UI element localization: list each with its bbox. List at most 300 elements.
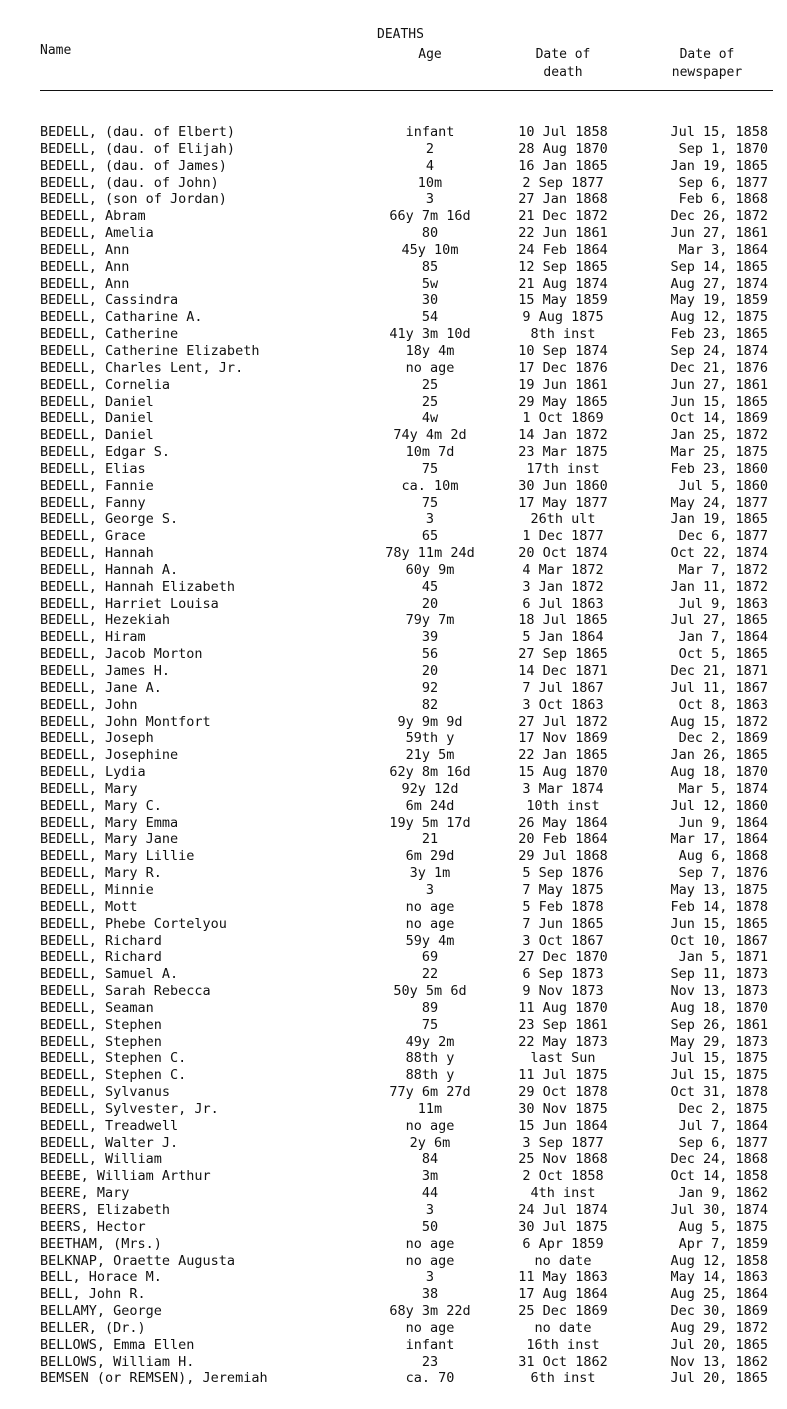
table-row — [0, 1219, 787, 1236]
age-cell: no age — [405, 915, 455, 932]
age-cell: 25 — [421, 393, 439, 410]
age-cell: 54 — [421, 309, 439, 326]
newspaper-date-cell: Feb 14, 1878 — [670, 898, 768, 915]
table-row — [0, 478, 787, 495]
death-date-cell: 6 Sep 1873 — [522, 966, 604, 983]
name-cell: BELL, Horace M. — [40, 1269, 162, 1286]
age-cell: 75 — [421, 494, 439, 511]
newspaper-date-cell: Jan 11, 1872 — [670, 578, 768, 595]
age-cell: 84 — [421, 1151, 439, 1168]
death-date-cell: 3 Oct 1863 — [522, 696, 604, 713]
name-cell: BEEBE, William Arthur — [40, 1168, 211, 1185]
table-row — [0, 899, 787, 916]
age-cell: 89 — [421, 999, 439, 1016]
name-cell: BEDELL, Catherine Elizabeth — [40, 342, 260, 359]
table-row — [0, 545, 787, 562]
newspaper-date-cell: May 24, 1877 — [670, 494, 768, 511]
age-cell: 3m — [421, 1168, 439, 1185]
age-cell: 38 — [421, 1286, 439, 1303]
newspaper-date-cell: Dec 6, 1877 — [678, 528, 768, 545]
death-date-cell: 10th inst — [526, 797, 600, 814]
table-row — [0, 511, 787, 528]
name-cell: BEDELL, Amelia — [40, 225, 154, 242]
age-cell: 3y 1m — [409, 865, 451, 882]
name-cell: BELLAMY, George — [40, 1303, 162, 1320]
death-date-cell: 22 Jun 1861 — [518, 225, 608, 242]
name-cell: BEDELL, Fanny — [40, 494, 146, 511]
table-row — [0, 1151, 787, 1168]
newspaper-date-cell: Sep 26, 1861 — [670, 1016, 768, 1033]
age-cell: 10m 7d — [405, 444, 455, 461]
newspaper-date-cell: Jan 7, 1864 — [678, 629, 768, 646]
newspaper-date-cell: Jul 15, 1875 — [670, 1067, 768, 1084]
name-cell: BEDELL, Mary R. — [40, 865, 162, 882]
name-cell: BEDELL, John — [40, 696, 138, 713]
name-cell: BELLER, (Dr.) — [40, 1319, 146, 1336]
newspaper-date-cell: Sep 6, 1877 — [678, 174, 768, 191]
name-cell: BEDELL, (dau. of Elbert) — [40, 124, 236, 140]
newspaper-date-cell: Jun 15, 1865 — [670, 915, 768, 932]
death-date-cell: 17 Aug 1864 — [518, 1286, 608, 1303]
age-cell: 21 — [421, 831, 439, 848]
newspaper-date-cell: Nov 13, 1873 — [670, 983, 768, 1000]
table-row — [0, 208, 787, 225]
death-date-cell: 21 Dec 1872 — [518, 208, 608, 225]
newspaper-date-cell: Jul 12, 1860 — [670, 797, 768, 814]
newspaper-date-cell: Mar 3, 1864 — [678, 241, 768, 258]
name-cell: BEDELL, Stephen C. — [40, 1067, 187, 1084]
death-date-cell: 30 Jul 1875 — [518, 1218, 608, 1235]
death-date-cell: 6 Jul 1863 — [522, 595, 604, 612]
newspaper-date-cell: Sep 11, 1873 — [670, 966, 768, 983]
name-cell: BEDELL, Grace — [40, 528, 146, 545]
newspaper-date-cell: Jul 20, 1865 — [670, 1336, 768, 1353]
newspaper-date-cell: Jul 15, 1858 — [670, 124, 768, 140]
name-cell: BEDELL, Phebe Cortelyou — [40, 915, 227, 932]
age-cell: 3 — [425, 1269, 435, 1286]
death-date-cell: 1 Oct 1869 — [522, 410, 604, 427]
name-cell: BEDELL, Catherine — [40, 326, 179, 343]
deaths-table — [0, 124, 787, 1387]
death-date-cell: 31 Oct 1862 — [518, 1353, 608, 1370]
table-row — [0, 1034, 787, 1051]
age-cell: 75 — [421, 460, 439, 477]
newspaper-date-cell: Aug 12, 1858 — [670, 1252, 768, 1269]
name-cell: BEDELL, Charles Lent, Jr. — [40, 359, 244, 376]
age-cell: 68y 3m 22d — [389, 1303, 471, 1320]
age-cell: 6m 29d — [405, 848, 455, 865]
header-rule — [40, 90, 773, 91]
age-cell: 74y 4m 2d — [393, 427, 467, 444]
age-cell: infant — [405, 124, 455, 140]
name-cell: BEMSEN (or REMSEN), Jeremiah — [40, 1370, 268, 1387]
death-date-cell: 4th inst — [530, 1185, 596, 1202]
table-row — [0, 1236, 787, 1253]
table-row — [0, 343, 787, 360]
newspaper-date-cell: Jan 19, 1865 — [670, 511, 768, 528]
death-date-cell: 26th ult — [530, 511, 596, 528]
name-cell: BEDELL, Jacob Morton — [40, 646, 203, 663]
age-cell: no age — [405, 898, 455, 915]
table-row — [0, 141, 787, 158]
name-cell: BEDELL, Minnie — [40, 881, 154, 898]
table-row — [0, 1067, 787, 1084]
age-cell: ca. 70 — [405, 1370, 455, 1387]
table-row — [0, 966, 787, 983]
table-row — [0, 1101, 787, 1118]
newspaper-date-cell: Aug 27, 1874 — [670, 275, 768, 292]
name-cell: BEDELL, Stephen — [40, 1016, 162, 1033]
newspaper-date-cell: May 19, 1859 — [670, 292, 768, 309]
death-date-cell: 10 Sep 1874 — [518, 342, 608, 359]
name-cell: BEDELL, Walter J. — [40, 1134, 179, 1151]
name-cell: BEDELL, James H. — [40, 663, 171, 679]
name-cell: BEDELL, Hannah Elizabeth — [40, 578, 236, 595]
name-cell: BELL, John R. — [40, 1286, 146, 1303]
newspaper-date-cell: Nov 13, 1862 — [670, 1353, 768, 1370]
table-row — [0, 781, 787, 798]
name-cell: BEERS, Elizabeth — [40, 1202, 171, 1218]
name-cell: BELKNAP, Oraette Augusta — [40, 1252, 236, 1269]
age-cell: 49y 2m — [405, 1033, 455, 1050]
newspaper-date-cell: Jul 7, 1864 — [678, 1117, 768, 1134]
death-date-cell: 20 Feb 1864 — [518, 831, 608, 848]
table-row — [0, 798, 787, 815]
newspaper-date-cell: Jun 27, 1861 — [670, 376, 768, 393]
table-row — [0, 831, 787, 848]
name-cell: BEDELL, Stephen — [40, 1033, 162, 1050]
table-row — [0, 882, 787, 899]
age-cell: 45 — [421, 578, 439, 595]
newspaper-date-cell: Feb 23, 1865 — [670, 326, 768, 343]
newspaper-date-cell: Jan 25, 1872 — [670, 427, 768, 444]
age-cell: 3 — [425, 881, 435, 898]
name-cell: BEDELL, Sylvanus — [40, 1084, 171, 1101]
newspaper-date-cell: Dec 30, 1869 — [670, 1303, 768, 1320]
table-row — [0, 175, 787, 192]
death-date-cell: 27 Jan 1868 — [518, 191, 608, 208]
table-row — [0, 562, 787, 579]
age-cell: no age — [405, 359, 455, 376]
newspaper-date-cell: Aug 18, 1870 — [670, 999, 768, 1016]
death-date-cell: last Sun — [530, 1050, 596, 1067]
death-date-cell: 22 Jan 1865 — [518, 747, 608, 764]
table-row — [0, 1320, 787, 1337]
name-cell: BEDELL, Elias — [40, 460, 146, 477]
age-cell: 78y 11m 24d — [385, 545, 475, 562]
table-row — [0, 377, 787, 394]
death-date-cell: 6th inst — [530, 1370, 596, 1387]
age-cell: 80 — [421, 225, 439, 242]
name-cell: BEDELL, Harriet Louisa — [40, 595, 219, 612]
age-cell: 3 — [425, 511, 435, 528]
death-date-cell: 1 Dec 1877 — [522, 528, 604, 545]
name-cell: BEDELL, Hannah — [40, 545, 154, 562]
newspaper-date-cell: Dec 2, 1875 — [678, 1100, 768, 1117]
newspaper-date-cell: Oct 10, 1867 — [670, 932, 768, 949]
newspaper-date-cell: Dec 26, 1872 — [670, 208, 768, 225]
age-cell: 65 — [421, 528, 439, 545]
name-cell: BEDELL, Ann — [40, 275, 130, 292]
name-cell: BEDELL, Daniel — [40, 427, 154, 444]
table-row — [0, 1337, 787, 1354]
death-date-cell: 11 Jul 1875 — [518, 1067, 608, 1084]
date-of-newspaper-header-line2: newspaper — [671, 65, 743, 80]
table-row — [0, 1286, 787, 1303]
name-cell: BEDELL, Daniel — [40, 393, 154, 410]
table-row — [0, 848, 787, 865]
name-cell: BEDELL, (son of Jordan) — [40, 191, 227, 208]
table-row — [0, 259, 787, 276]
newspaper-date-cell: Aug 12, 1875 — [670, 309, 768, 326]
table-row — [0, 1084, 787, 1101]
table-row — [0, 309, 787, 326]
table-row — [0, 1000, 787, 1017]
newspaper-date-cell: Jan 26, 1865 — [670, 747, 768, 764]
name-cell: BEDELL, Mary C. — [40, 797, 162, 814]
table-row — [0, 646, 787, 663]
table-row — [0, 427, 787, 444]
newspaper-date-cell: Dec 24, 1868 — [670, 1151, 768, 1168]
table-row — [0, 276, 787, 293]
table-row — [0, 495, 787, 512]
age-cell: 3 — [425, 191, 435, 208]
table-row — [0, 191, 787, 208]
age-cell: 21y 5m — [405, 747, 455, 764]
age-cell: 59y 4m — [405, 932, 455, 949]
newspaper-date-cell: Oct 5, 1865 — [678, 646, 768, 663]
death-date-cell: 7 May 1875 — [522, 881, 604, 898]
newspaper-date-cell: Aug 18, 1870 — [670, 764, 768, 781]
age-cell: no age — [405, 1252, 455, 1269]
name-cell: BEDELL, Abram — [40, 208, 146, 225]
name-cell: BEDELL, Mary Lillie — [40, 848, 195, 865]
age-cell: 5w — [421, 275, 439, 292]
newspaper-date-cell: Mar 25, 1875 — [670, 444, 768, 461]
death-date-cell: 3 Sep 1877 — [522, 1134, 604, 1151]
death-date-cell: 7 Jun 1865 — [522, 915, 604, 932]
table-row — [0, 242, 787, 259]
name-cell: BEERE, Mary — [40, 1185, 130, 1202]
name-cell: BEDELL, Lydia — [40, 764, 146, 781]
name-cell: BEDELL, Josephine — [40, 747, 179, 764]
age-cell: 79y 7m — [405, 612, 455, 629]
death-date-cell: 17th inst — [526, 460, 600, 477]
newspaper-date-cell: Feb 23, 1860 — [670, 460, 768, 477]
name-cell: BEDELL, (dau. of John) — [40, 174, 219, 191]
age-cell: 6m 24d — [405, 797, 455, 814]
name-cell: BEDELL, Ann — [40, 241, 130, 258]
death-date-cell: 26 May 1864 — [518, 814, 608, 831]
newspaper-date-cell: May 14, 1863 — [670, 1269, 768, 1286]
death-date-cell: 28 Aug 1870 — [518, 140, 608, 157]
newspaper-date-cell: Jan 9, 1862 — [678, 1185, 768, 1202]
death-date-cell: 24 Jul 1874 — [518, 1202, 608, 1218]
age-cell: 66y 7m 16d — [389, 208, 471, 225]
table-row — [0, 730, 787, 747]
age-cell: 50 — [421, 1218, 439, 1235]
table-row — [0, 394, 787, 411]
age-cell: 60y 9m — [405, 561, 455, 578]
name-cell: BEDELL, Catharine A. — [40, 309, 203, 326]
death-date-cell: 6 Apr 1859 — [522, 1235, 604, 1252]
newspaper-date-cell: Oct 31, 1878 — [670, 1084, 768, 1101]
age-cell: 23 — [421, 1353, 439, 1370]
table-row — [0, 1185, 787, 1202]
newspaper-date-cell: Jul 15, 1875 — [670, 1050, 768, 1067]
name-cell: BEDELL, Richard — [40, 932, 162, 949]
table-row — [0, 983, 787, 1000]
death-date-cell: 15 Jun 1864 — [518, 1117, 608, 1134]
newspaper-date-cell: Oct 22, 1874 — [670, 545, 768, 562]
age-cell: 59th y — [405, 730, 455, 747]
newspaper-date-cell: Aug 25, 1864 — [670, 1286, 768, 1303]
death-date-cell: 27 Sep 1865 — [518, 646, 608, 663]
age-cell: 25 — [421, 376, 439, 393]
name-cell: BEERS, Hector — [40, 1218, 146, 1235]
age-cell: no age — [405, 1117, 455, 1134]
table-row — [0, 579, 787, 596]
newspaper-date-cell: May 13, 1875 — [670, 881, 768, 898]
newspaper-date-cell: Jul 9, 1863 — [678, 595, 768, 612]
name-cell: BEDELL, Samuel A. — [40, 966, 179, 983]
age-cell: ca. 10m — [401, 477, 459, 494]
newspaper-date-cell: May 29, 1873 — [670, 1033, 768, 1050]
age-cell: 2y 6m — [409, 1134, 451, 1151]
death-date-cell: 27 Jul 1872 — [518, 713, 608, 730]
table-row — [0, 124, 787, 141]
newspaper-date-cell: Dec 21, 1876 — [670, 359, 768, 376]
table-row — [0, 1017, 787, 1034]
age-cell: 44 — [421, 1185, 439, 1202]
newspaper-date-cell: Sep 14, 1865 — [670, 258, 768, 275]
death-date-cell: 30 Nov 1875 — [518, 1100, 608, 1117]
table-row — [0, 629, 787, 646]
table-row — [0, 764, 787, 781]
death-date-cell: 23 Mar 1875 — [518, 444, 608, 461]
name-cell: BEDELL, Jane A. — [40, 679, 162, 696]
death-date-cell: 30 Jun 1860 — [518, 477, 608, 494]
newspaper-date-cell: Jun 15, 1865 — [670, 393, 768, 410]
name-cell: BEDELL, William — [40, 1151, 162, 1168]
newspaper-date-cell: Oct 8, 1863 — [678, 696, 768, 713]
newspaper-date-cell: Sep 6, 1877 — [678, 1134, 768, 1151]
death-date-cell: 20 Oct 1874 — [518, 545, 608, 562]
death-date-cell: 10 Jul 1858 — [518, 124, 608, 140]
table-row — [0, 697, 787, 714]
age-cell: 19y 5m 17d — [389, 814, 471, 831]
name-cell: BEDELL, Fannie — [40, 477, 154, 494]
death-date-cell: 29 Jul 1868 — [518, 848, 608, 865]
name-cell: BEDELL, Hiram — [40, 629, 146, 646]
newspaper-date-cell: Aug 5, 1875 — [678, 1218, 768, 1235]
table-row — [0, 815, 787, 832]
death-date-cell: 4 Mar 1872 — [522, 561, 604, 578]
death-date-cell: 27 Dec 1870 — [518, 949, 608, 966]
newspaper-date-cell: Jan 5, 1871 — [678, 949, 768, 966]
table-row — [0, 410, 787, 427]
table-row — [0, 1050, 787, 1067]
death-date-cell: 17 Nov 1869 — [518, 730, 608, 747]
age-cell: 9y 9m 9d — [397, 713, 463, 730]
age-column-header: Age — [418, 47, 442, 62]
deaths-title: DEATHS — [377, 27, 424, 42]
death-date-cell: 3 Mar 1874 — [522, 780, 604, 797]
death-date-cell: 16th inst — [526, 1336, 600, 1353]
name-cell: BELLOWS, William H. — [40, 1353, 195, 1370]
death-date-cell: 2 Sep 1877 — [522, 174, 604, 191]
table-row — [0, 933, 787, 950]
table-row — [0, 916, 787, 933]
age-cell: 88th y — [405, 1050, 455, 1067]
age-cell: no age — [405, 1235, 455, 1252]
age-cell: 10m — [417, 174, 443, 191]
death-date-cell: no date — [534, 1252, 592, 1269]
death-date-cell: 2 Oct 1858 — [522, 1168, 604, 1185]
death-date-cell: 22 May 1873 — [518, 1033, 608, 1050]
table-row — [0, 865, 787, 882]
death-date-cell: 25 Nov 1868 — [518, 1151, 608, 1168]
name-cell: BEDELL, Daniel — [40, 410, 154, 427]
age-cell: 75 — [421, 1016, 439, 1033]
newspaper-date-cell: Jun 27, 1861 — [670, 225, 768, 242]
age-cell: infant — [405, 1336, 455, 1353]
death-date-cell: 23 Sep 1861 — [518, 1016, 608, 1033]
death-date-cell: 7 Jul 1867 — [522, 679, 604, 696]
date-of-death-header-line2: death — [543, 65, 583, 80]
name-cell: BEDELL, Cassindra — [40, 292, 179, 309]
newspaper-date-cell: Jul 5, 1860 — [678, 477, 768, 494]
newspaper-date-cell: Aug 6, 1868 — [678, 848, 768, 865]
death-date-cell: 29 Oct 1878 — [518, 1084, 608, 1101]
death-date-cell: 29 May 1865 — [518, 393, 608, 410]
table-row — [0, 1303, 787, 1320]
death-date-cell: 9 Aug 1875 — [522, 309, 604, 326]
age-cell: 92y 12d — [401, 780, 459, 797]
age-cell: 69 — [421, 949, 439, 966]
name-cell: BEDELL, Joseph — [40, 730, 154, 747]
table-row — [0, 1202, 787, 1219]
table-row — [0, 158, 787, 175]
name-column-header: Name — [40, 43, 72, 58]
name-cell: BEDELL, Stephen C. — [40, 1050, 187, 1067]
death-date-cell: 17 May 1877 — [518, 494, 608, 511]
newspaper-date-cell: Jul 20, 1865 — [670, 1370, 768, 1387]
table-row — [0, 1269, 787, 1286]
age-cell: 30 — [421, 292, 439, 309]
age-cell: 2 — [425, 140, 435, 157]
death-date-cell: 18 Jul 1865 — [518, 612, 608, 629]
table-row — [0, 714, 787, 731]
death-date-cell: 5 Sep 1876 — [522, 865, 604, 882]
newspaper-date-cell: Jul 30, 1874 — [670, 1202, 768, 1218]
table-row — [0, 663, 787, 680]
death-date-cell: 16 Jan 1865 — [518, 157, 608, 174]
table-row — [0, 949, 787, 966]
newspaper-date-cell: Oct 14, 1869 — [670, 410, 768, 427]
date-of-newspaper-header-line1: Date of — [679, 47, 735, 62]
table-row — [0, 326, 787, 343]
name-cell: BEDELL, Seaman — [40, 999, 154, 1016]
table-row — [0, 1135, 787, 1152]
newspaper-date-cell: Oct 14, 1858 — [670, 1168, 768, 1185]
newspaper-date-cell: Feb 6, 1868 — [678, 191, 768, 208]
date-of-death-header-line1: Date of — [535, 47, 591, 62]
age-cell: no age — [405, 1319, 455, 1336]
newspaper-date-cell: Mar 5, 1874 — [678, 780, 768, 797]
table-row — [0, 596, 787, 613]
name-cell: BEDELL, Mary — [40, 780, 138, 797]
